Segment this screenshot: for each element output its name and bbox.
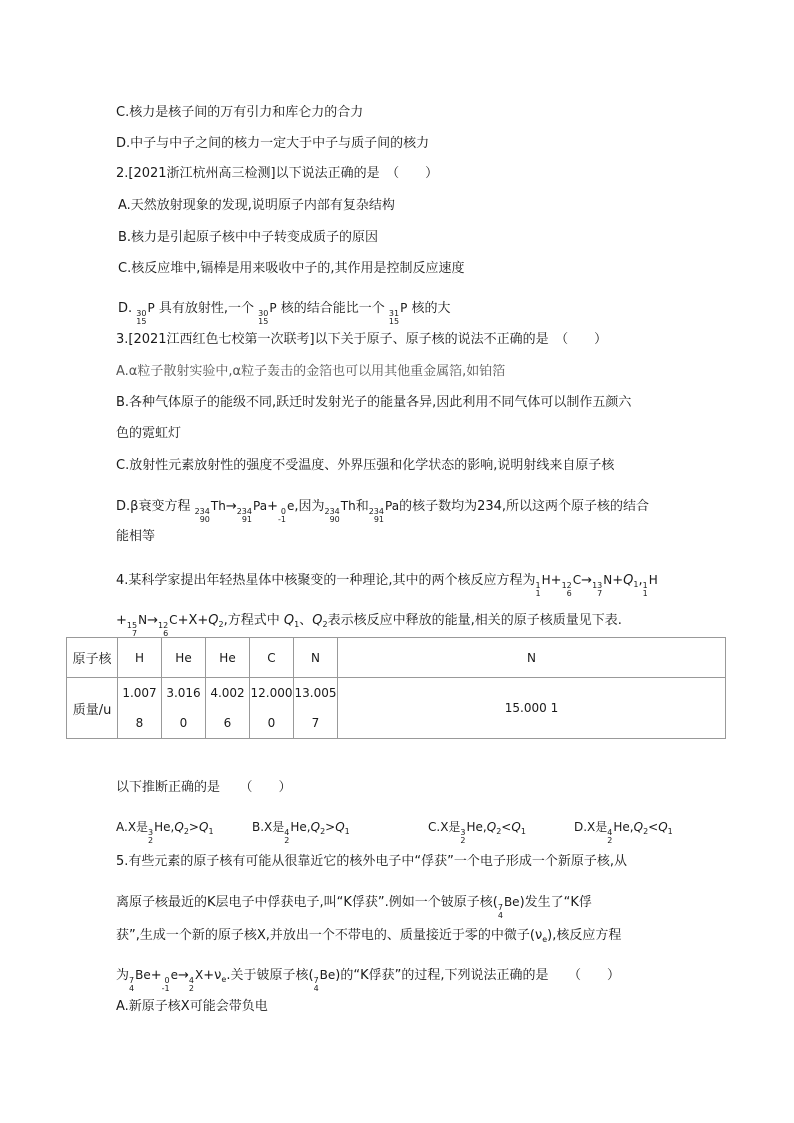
q-symbol: Q	[623, 573, 634, 588]
q3-d-text2: 的核子数均为234,所以这两个原子核的结合	[399, 499, 650, 514]
nuclide-h1: 1 1	[535, 581, 541, 598]
q2-d-text2: 核的结合能比一个	[280, 301, 385, 316]
table-cell: 15.000 1	[338, 678, 726, 739]
table-row-label: 原子核	[67, 638, 118, 678]
separator: 、	[299, 613, 313, 628]
plus-symbol: +	[177, 613, 189, 628]
nuclide-be7: 7 4	[497, 903, 503, 920]
plus-symbol: +	[267, 499, 278, 514]
q4-line2	[116, 611, 622, 638]
table-header-cell: He	[162, 638, 206, 678]
nuclide-symbol: P	[147, 301, 155, 315]
nuclide-symbol: H	[648, 573, 658, 587]
q-subscript: 2	[322, 620, 328, 629]
q3-option-b-line1: B.各种气体原子的能级不同,跃迁时发射光子的能量各异,因此利用不同气体可以制作五颜六	[116, 395, 632, 410]
nuclide-symbol: C	[572, 573, 582, 587]
q3-option-d-line1	[116, 497, 649, 524]
q-symbol: Q	[312, 613, 323, 628]
q4-choice-c: C.X是 3 2 $He,Q_2<Q_1$	[428, 820, 526, 845]
q2-option-a: A.天然放射现象的发现,说明原子内部有复杂结构	[118, 198, 395, 213]
nuclide-h1: 1 1	[642, 581, 648, 598]
table-header-cell: He	[206, 638, 250, 678]
table-row-label: 质量/u	[67, 678, 118, 739]
q-subscript: 2	[218, 620, 224, 629]
nuclide-symbol: C	[169, 613, 178, 627]
q2-stem: 2.[2021浙江杭州高三检测]以下说法正确的是 （ ）	[116, 166, 439, 181]
q4-ask: 以下推断正确的是 （ ）	[116, 780, 292, 795]
nuclide-symbol: Th	[210, 499, 226, 513]
q2-option-d	[118, 299, 450, 326]
table-cell: 4.002 6	[206, 678, 250, 739]
nuclide-pa234: 234 91	[368, 507, 384, 524]
table-header-cell: N	[338, 638, 726, 678]
q2-d-prefix: D.	[118, 301, 133, 316]
nuclide-symbol: Th	[340, 499, 356, 513]
nuclide-electron: 0 -1	[161, 976, 170, 993]
nuclide-symbol: Pa	[385, 499, 400, 513]
q4-choice-b: B.X是 4 2 $He,Q_2>Q_1$	[252, 820, 350, 845]
q4-line1	[116, 571, 658, 598]
nuclear-mass-table	[66, 637, 726, 739]
table-header-cell: C	[250, 638, 294, 678]
nuclide-symbol: Pa	[253, 499, 268, 513]
nuclide-symbol: P	[400, 301, 408, 315]
nuclide-x: 4 2	[188, 976, 195, 993]
nuclide-symbol: e	[286, 499, 295, 513]
arrow-symbol: →	[147, 613, 158, 628]
q5-line3: 获”,生成一个新的原子核X,并放出一个不带电的、质量接近于零的中微子$(\nu_e)$,核反应方程	[116, 928, 622, 944]
comma-symbol: ,	[638, 573, 643, 588]
arrow-symbol: →	[581, 573, 593, 588]
nuclide-p30: 30 15	[258, 309, 269, 326]
q4-text1: 4.某科学家提出年轻热星体中核聚变的一种理论,其中的两个核反应方程为	[116, 573, 536, 588]
plus-symbol: +	[612, 573, 624, 588]
q3-option-a: A.α粒子散射实验中,α粒子轰击的金箔也可以用其他重金属箔,如铂箔	[116, 364, 506, 379]
nuclide-pa234: 234 91	[236, 507, 252, 524]
q4-choice-a: A.X是 3 2 $He,Q_2>Q_1$	[116, 820, 214, 845]
q3-d-prefix: D.β衰变方程	[116, 499, 191, 514]
nuclide-electron: 0 -1	[277, 507, 286, 524]
q5-line4: 为 7 4 Be+ 0 -1 e→ 4 2 $X+\nu_e$.关于铍原子核( 7 4 Be)的“K俘获”的过程,下列说法正确的是 （ ）	[116, 968, 620, 993]
q3-option-c: C.放射性元素放射性的强度不受温度、外界压强和化学状态的影响,说明射线来自原子核	[116, 458, 615, 473]
nuclide-n13: 13 7	[592, 581, 603, 598]
q-symbol: Q	[283, 613, 295, 628]
q3-stem: 3.[2021江西红色七校第一次联考]以下关于原子、原子核的说法不正确的是 （ ）	[116, 332, 608, 347]
nuclide-n15: 15 7	[126, 621, 138, 638]
table-cell: 1.007 8	[118, 678, 162, 739]
nuclide-symbol: H	[541, 573, 551, 587]
q-subscript: 1	[294, 620, 300, 629]
q4-choice-d: D.X是 4 2 $He,Q_2<Q_1$	[574, 820, 673, 845]
arrow-symbol: →	[225, 499, 237, 514]
table-mass-row	[67, 678, 726, 739]
q3-option-b-line2: 色的霓虹灯	[116, 426, 182, 441]
x-symbol: X	[188, 613, 198, 628]
nuclide-th234: 234 90	[324, 507, 340, 524]
table-cell: 3.016 0	[162, 678, 206, 739]
nuclide-be7: 7 4	[129, 976, 135, 993]
nuclide-symbol: N	[138, 613, 148, 627]
nuclide-c12: 12 6	[561, 581, 572, 598]
table-header-cell: N	[294, 638, 338, 678]
nuclide-th234: 234 90	[194, 507, 210, 524]
plus-symbol: +	[116, 613, 127, 628]
q-subscript: 1	[633, 580, 639, 589]
q2-d-text1: 具有放射性,一个	[158, 301, 255, 316]
plus-symbol: +	[197, 613, 209, 628]
option-c-nuclear-force: C.核力是核子间的万有引力和库仑力的合力	[116, 105, 364, 120]
option-d-neutron-force: D.中子与中子之间的核力一定大于中子与质子间的核力	[116, 136, 430, 151]
table-header-cell: H	[118, 638, 162, 678]
nuclide-p31: 31 15	[388, 309, 400, 326]
q2-option-c: C.核反应堆中,镉棒是用来吸收中子的,其作用是控制反应速度	[118, 261, 465, 276]
nuclide-c12: 12 6	[157, 621, 169, 638]
q2-option-b: B.核力是引起原子核中中子转变成质子的原因	[118, 230, 379, 245]
q5-line2: 离原子核最近的K层电子中俘获电子,叫“K俘获”.例如一个铍原子核( 7 4 Be)发生了“K俘	[116, 895, 592, 920]
q3-d-and: 和	[355, 499, 369, 514]
q4-text3: 表示核反应中释放的能量,相关的原子核质量见下表.	[327, 613, 622, 628]
q4-text2: ,方程式中	[223, 613, 280, 628]
q-symbol: Q	[208, 613, 219, 628]
plus-symbol: +	[550, 573, 562, 588]
q2-d-text3: 核的大	[411, 301, 451, 316]
q5-line1: 5.有些元素的原子核有可能从很靠近它的核外电子中“俘获”一个电子形成一个新原子核,从	[116, 854, 628, 869]
q3-d-text1: ,因为	[294, 499, 325, 514]
nuclide-be7: 7 4	[313, 976, 319, 993]
nuclide-symbol: N	[603, 573, 613, 587]
nuclide-symbol: P	[269, 301, 277, 315]
table-cell: 12.000 0	[250, 678, 294, 739]
q3-option-d-line2: 能相等	[116, 529, 156, 544]
nuclide-p30: 30 15	[136, 309, 147, 326]
table-header-row	[67, 638, 726, 678]
q5-option-a: A.新原子核X可能会带负电	[116, 999, 268, 1014]
table-cell: 13.005 7	[294, 678, 338, 739]
